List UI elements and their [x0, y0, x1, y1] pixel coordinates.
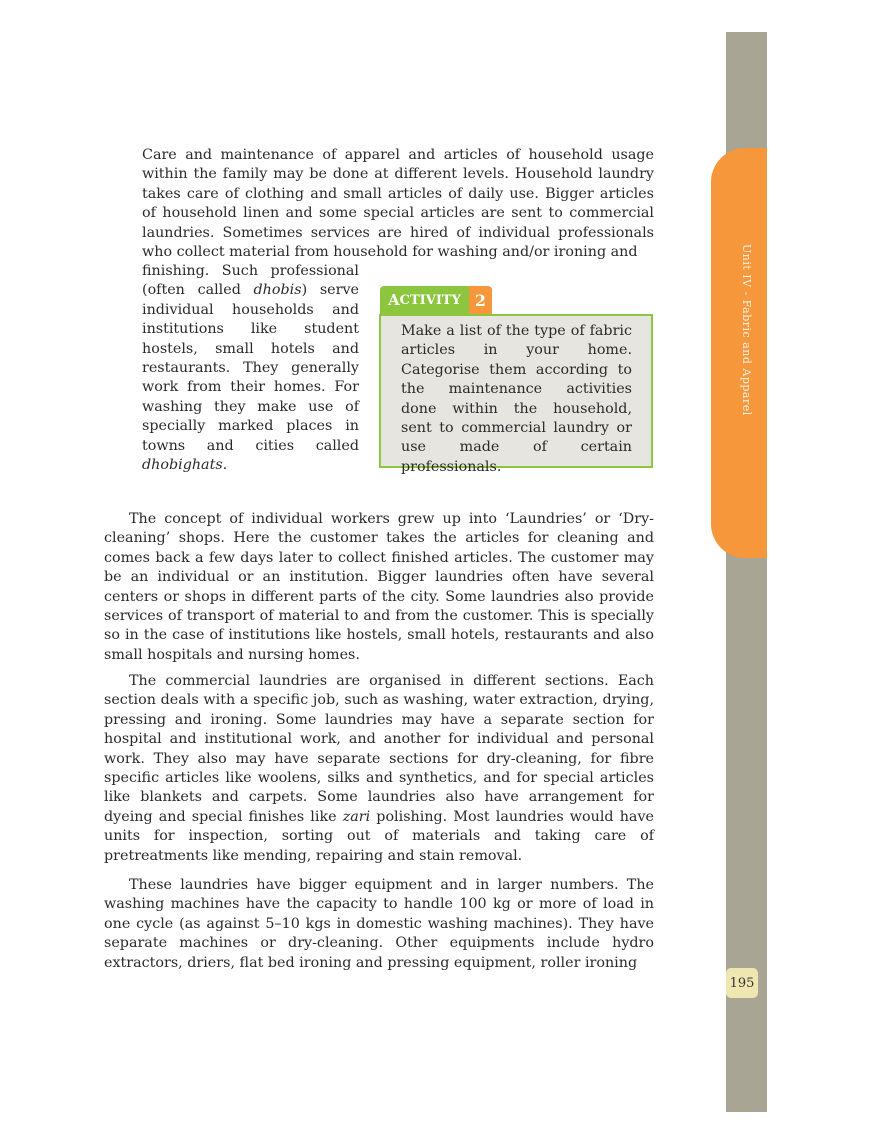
activity-header [380, 286, 492, 314]
activity-number: 2 [469, 286, 492, 314]
intro-paragraph-continued [142, 262, 359, 475]
activity-label-initial: A [388, 291, 400, 309]
paragraph-commercial-sections [104, 672, 654, 866]
p2-text-b: polishing. Most laundries would have units for inspection, sorting out of materials and taking care of pretreatments like mending, repairing and stain removal. [104, 808, 654, 864]
p2-text-a: The commercial laundries are organised in different sections. Each section deals with a specific job, such as washing, water extraction, drying, pressing and ironing. Some laundries may have a separate section for hospital and institutional work, and another for individual and personal work. They also may have separate sections for dry-cleaning, for fibre specific articles like woolens, silks and synthetics, and for special articles like blankets and carpets. Some laundries also have arrangement for dyeing and special finishes like [104, 673, 654, 825]
term-dhobighats: dhobighats [142, 457, 223, 474]
term-dhobis: dhobis [253, 282, 302, 299]
paragraph-equipment: These laundries have bigger equipment and in larger numbers. The washing machines have the capacity to handle 100 kg or more of load in one cycle (as against 5–10 kgs in domestic washing machines). They have separate machines or dry-cleaning. Other equipments include hydro extractors, driers, flat bed ironing and pressing equipment, roller ironing [104, 877, 654, 971]
page-number: 195 [726, 968, 758, 998]
activity-box [379, 314, 653, 475]
paragraph-laundries-concept: The concept of individual workers grew up into ‘Laundries’ or ‘Dry-cleaning’ shops. Here the customer takes the articles for cleaning and comes back a few days later to collect finished articles. The customer may be an individual or an institution. Bigger laundries often have several centers or shops in different parts of the city. Some laundries also provide services of transport of material to and from the customer. This is specially so in the case of institutions like hostels, small hotels, restaurants and also small hospitals and nursing homes. [104, 511, 654, 663]
term-zari: zari [342, 808, 371, 825]
activity-label [380, 286, 469, 314]
activity-label-rest: CTIVITY [399, 292, 461, 308]
intro-text-c: . [222, 457, 228, 474]
intro-text-a: finishing. Such professional (often called [142, 263, 359, 299]
intro-text-b: ) serve individual households and institutions like student hostels, small hotels and restaurants. They generally work from their homes. For washing they make use of specially marked places in towns and cities called [142, 282, 359, 454]
intro-paragraph: Care and maintenance of apparel and articles of household usage within the family may be done at different levels. Household laundry takes care of clothing and small articles of daily use. Bigger articles of household linen and some special articles are sent to commercial laundries. Sometimes services are hired of individual professionals who collect material from household for washing and/or ironing and [142, 147, 654, 261]
unit-label: Unit IV - Fabric and Apparel [740, 244, 753, 416]
activity-text: Make a list of the type of fabric articles in your home. Categorise them according to the maintenance activities done within the household, sent to commercial laundry or use made of certain professionals. [401, 323, 632, 475]
